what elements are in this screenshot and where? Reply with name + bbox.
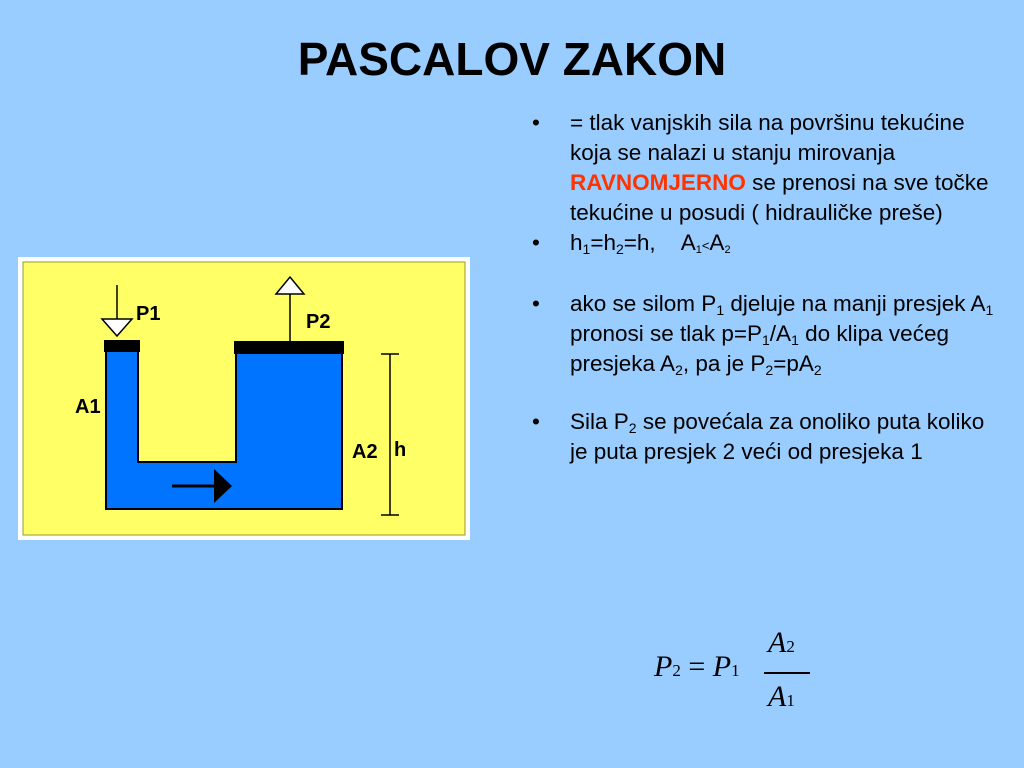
highlight-ravnomjerno: RAVNOMJERNO	[570, 170, 746, 195]
bullet-heights: • $h_1=h_2=h$, A1<A2	[532, 230, 731, 257]
page-title: PASCALOV ZAKON	[297, 33, 727, 85]
bullet-dot-icon: •	[532, 110, 540, 135]
label-h: h	[394, 439, 407, 461]
bullet-definition: • = tlak vanjskih sila na površinu tekućine koja se nalazi u stanju mirovanja RAVNOMJERNO se prenosi na sve točke tekućine u posudi ( hidrauličke preše)	[532, 110, 989, 225]
bullet-list	[530, 108, 1000, 467]
label-a2: A2	[352, 441, 378, 463]
large-piston	[234, 341, 344, 354]
small-piston	[104, 340, 140, 352]
formula-numerator: A2	[768, 626, 795, 659]
label-p2: P2	[306, 311, 331, 333]
bullet-dot-icon: •	[532, 409, 540, 434]
pascal-press-diagram	[18, 257, 470, 540]
formula-denominator: A1	[768, 680, 795, 713]
label-a1: A1	[75, 396, 101, 418]
bullet-force: • Sila $P_2$ se povećala za onoliko puta koliko je puta presjek 2 veći od presjeka 1	[532, 409, 985, 464]
bullet-pressure: • ako se silom $P_1$ djeluje na manji presjek $A_1$ pronosi se tlak $p=P_1/A_1$ do klipa većeg presjeka $A_2$, pa je $P_2=pA_2$	[532, 291, 994, 378]
label-p1: P1	[136, 303, 161, 325]
bullet-dot-icon: •	[532, 230, 540, 255]
bullet-dot-icon: •	[532, 291, 540, 316]
pressure-formula	[652, 626, 822, 718]
formula-lhs: P2 = P1	[654, 650, 740, 683]
fraction-bar	[764, 672, 810, 674]
